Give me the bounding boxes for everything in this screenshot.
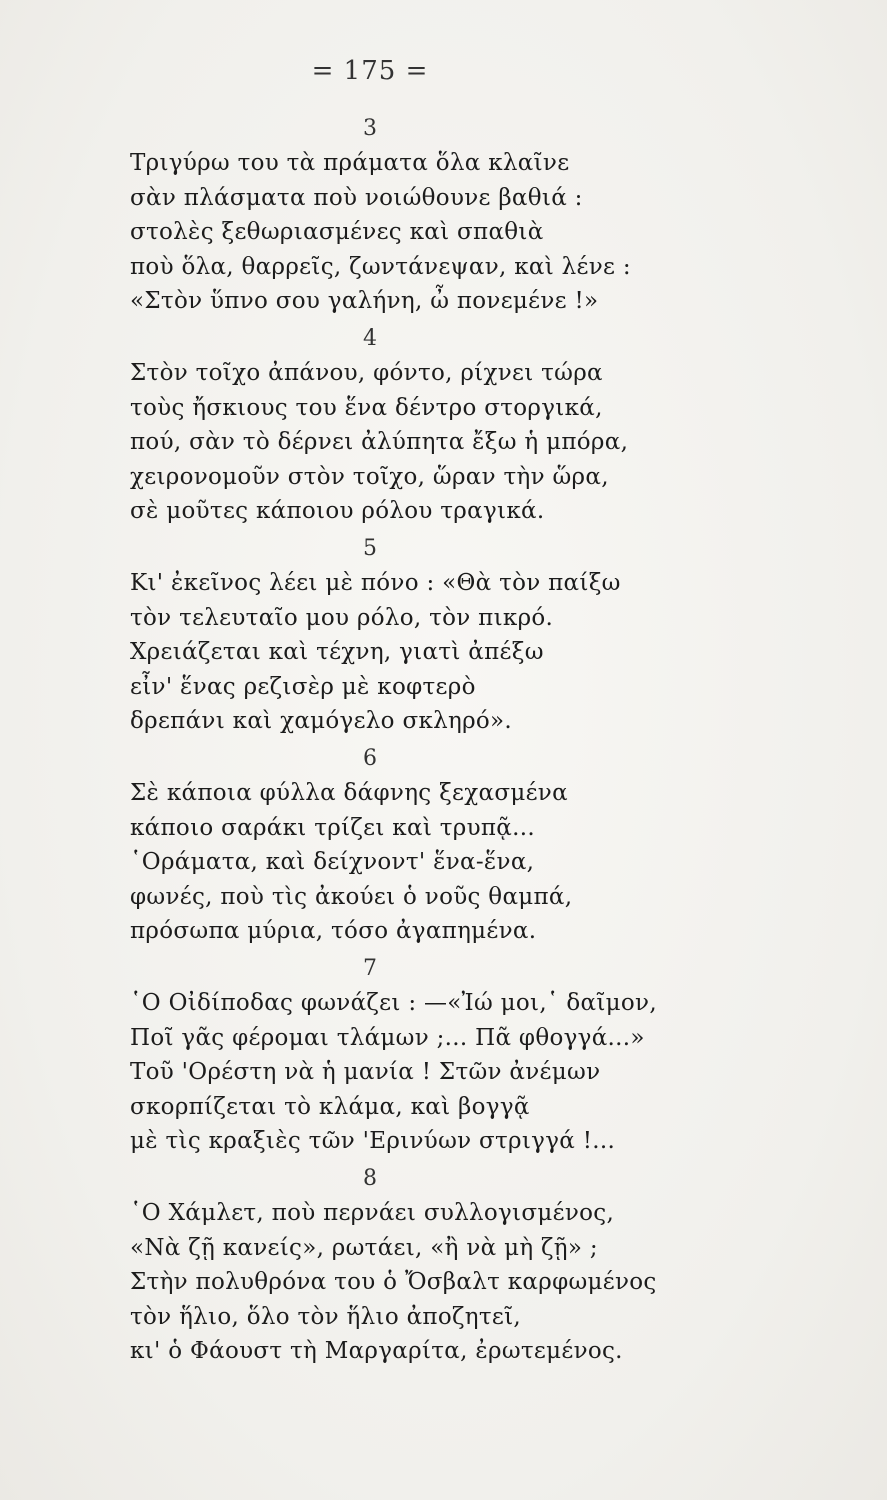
verse-line: Ποῖ γᾶς φέρομαι τλάμων ;... Πᾶ φθογγά...»	[130, 1024, 645, 1051]
stanza-number: 7	[363, 956, 377, 981]
verse-line: ῾Ο Χάμλετ, ποὺ περνάει συλλογισμένος,	[130, 1200, 615, 1226]
stanza-4	[130, 322, 730, 529]
verse-line: Χρειάζεται καὶ τέχνη, γιατὶ ἀπέξω	[130, 639, 544, 665]
verse-line: τὸν τελευταῖο μου ρόλο, τὸν πικρό.	[130, 604, 554, 631]
stanza-number: 3	[363, 116, 377, 141]
verse-line: μὲ τὶς κραξιὲς τῶν 'Ερινύων στριγγά !...	[130, 1128, 616, 1154]
stanza-number: 6	[363, 746, 377, 771]
verse-line: πού, σὰν τὸ δέρνει ἀλύπητα ἔξω ἡ μπόρα,	[130, 429, 629, 455]
verse-line: Τοῦ 'Ορέστη νὰ ἡ μανία ! Στῶν ἀνέμων	[130, 1059, 601, 1085]
stanza-5	[130, 532, 730, 739]
page-number: = 175 =	[311, 56, 429, 86]
verse-line: εἶν' ἕνας ρεζισὲρ μὲ κοφτερὸ	[130, 673, 476, 700]
verse-line: Κι' ἐκεῖνος λέει μὲ πόνο : «Θὰ τὸν παίξω	[130, 570, 621, 596]
verse-line: ῾Οράματα, καὶ δείχνοντ' ἕνα-ἕνα,	[130, 849, 535, 875]
verse-line: «Νὰ ζῇ κανείς», ρωτάει, «ἢ νὰ μὴ ζῇ» ;	[130, 1234, 598, 1261]
verse-line: φωνές, ποὺ τὶς ἀκούει ὁ νοῦς θαμπά,	[130, 883, 573, 910]
verse-line: στολὲς ξεθωριασμένες καὶ σπαθιὰ	[130, 219, 544, 245]
verse-line: τὸν ἥλιο, ὅλο τὸν ἥλιο ἀποζητεῖ,	[130, 1303, 521, 1330]
stanza-6	[130, 742, 730, 949]
stanza-3	[130, 112, 730, 319]
verse-line: χειρονομοῦν στὸν τοῖχο, ὥραν τὴν ὥρα,	[130, 463, 609, 490]
verse-line: Σὲ κάποια φύλλα δάφνης ξεχασμένα	[130, 780, 568, 806]
stanza-8	[130, 1162, 730, 1369]
verse-line: Τριγύρω του τὰ πράματα ὅλα κλαῖνε	[130, 150, 570, 176]
verse-line: σὰν πλάσματα ποὺ νοιώθουνε βαθιά :	[130, 184, 583, 211]
verse-line: πρόσωπα μύρια, τόσο ἀγαπημένα.	[130, 918, 537, 944]
verse-line: σκορπίζεται τὸ κλάμα, καὶ βογγᾷ	[130, 1093, 530, 1120]
verse-line: «Στὸν ὕπνο σου γαλήνη, ὦ πονεμένε !»	[130, 288, 599, 314]
verse-line: ποὺ ὅλα, θαρρεῖς, ζωντάνεψαν, καὶ λένε :	[130, 253, 631, 280]
verse-line: Στὸν τοῖχο ἀπάνου, φόντο, ρίχνει τώρα	[130, 360, 603, 386]
verse-line: ῾Ο Οἰδίποδας φωνάζει : —«Ἰώ μοι,῾ δαῖμον,	[130, 990, 657, 1016]
verse-line: δρεπάνι καὶ χαμόγελο σκληρό».	[130, 708, 513, 734]
verse-line: σὲ μοῦτες κάποιου ρόλου τραγικά.	[130, 498, 545, 524]
stanza-7	[130, 952, 730, 1159]
verse-line: τοὺς ἤσκιους του ἕνα δέντρο στοργικά,	[130, 394, 603, 421]
verse-line: κι' ὁ Φάουστ τὴ Μαργαρίτα, ἐρωτεμένος.	[130, 1338, 623, 1364]
stanza-number: 5	[363, 536, 377, 561]
verse-line: κάποιο σαράκι τρίζει καὶ τρυπᾷ...	[130, 814, 535, 841]
verse-line: Στὴν πολυθρόνα του ὁ Ὄσβαλτ καρφωμένος	[130, 1269, 657, 1295]
stanza-number: 8	[363, 1166, 377, 1191]
stanza-number: 4	[363, 326, 377, 351]
